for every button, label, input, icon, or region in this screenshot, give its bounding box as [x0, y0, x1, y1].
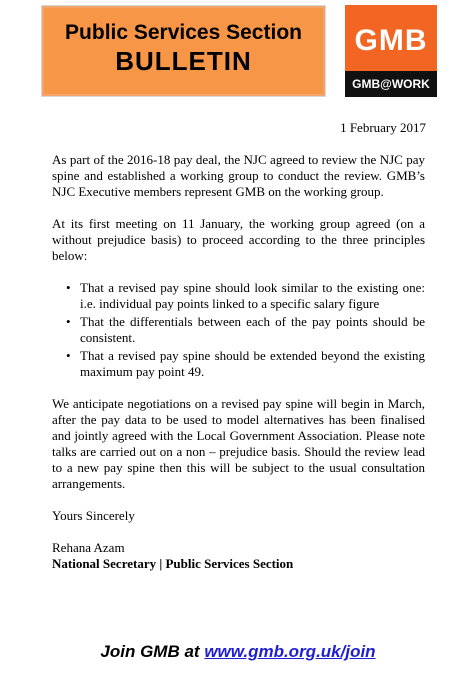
letter-body — [52, 152, 425, 572]
bulletin-header — [41, 5, 326, 97]
list-item — [66, 314, 425, 346]
join-link[interactable]: www.gmb.org.uk/join — [204, 642, 376, 661]
logo-tagline: GMB@WORK — [352, 77, 430, 91]
header-subtitle: BULLETIN — [115, 46, 252, 76]
footer-prefix: Join GMB at — [100, 642, 205, 661]
header-title: Public Services Section — [65, 21, 302, 44]
principle-text: That a revised pay spine should look similar to the existing one: i.e. individual pay points linked to a specific salary figure — [80, 280, 425, 311]
paragraph-intro: As part of the 2016-18 pay deal, the NJC agreed to review the NJC pay spine and established a working group to conduct the review. GMB’s NJC Executive members represent GMB on the working group. — [52, 152, 425, 199]
principle-text: That a revised pay spine should be extended beyond the existing maximum pay point 49. — [80, 348, 425, 379]
bullet-icon: • — [66, 314, 71, 329]
paragraph-meeting: At its first meeting on 11 January, the working group agreed (on a without prejudice basis) to proceed according to the three principles below: — [52, 216, 425, 263]
letter-date: 1 February 2017 — [340, 120, 426, 135]
list-item — [66, 280, 425, 312]
bullet-icon: • — [66, 348, 71, 363]
principles-list — [52, 280, 425, 380]
signature-title: National Secretary | Public Services Section — [52, 556, 294, 571]
list-item — [66, 348, 425, 380]
logo-brand-text: GMB — [354, 24, 428, 57]
footer-join — [0, 641, 476, 663]
bullet-icon: • — [66, 280, 71, 295]
paragraph-negotiations: We anticipate negotiations on a revised pay spine will begin in March, after the pay data to be used to model alternatives has been finalised and jointly agreed with the Local Government Association. Please note talks are carried out on a non – prejudice basis. Should the review lead to a new pay spine then this will be subject to the usual consultation arrangements. — [52, 396, 425, 491]
closing-line: Yours Sincerely — [52, 508, 135, 523]
signature-name: Rehana Azam — [52, 540, 125, 555]
gmb-logo — [345, 5, 437, 97]
principle-text: That the differentials between each of the pay points should be consistent. — [80, 314, 425, 345]
